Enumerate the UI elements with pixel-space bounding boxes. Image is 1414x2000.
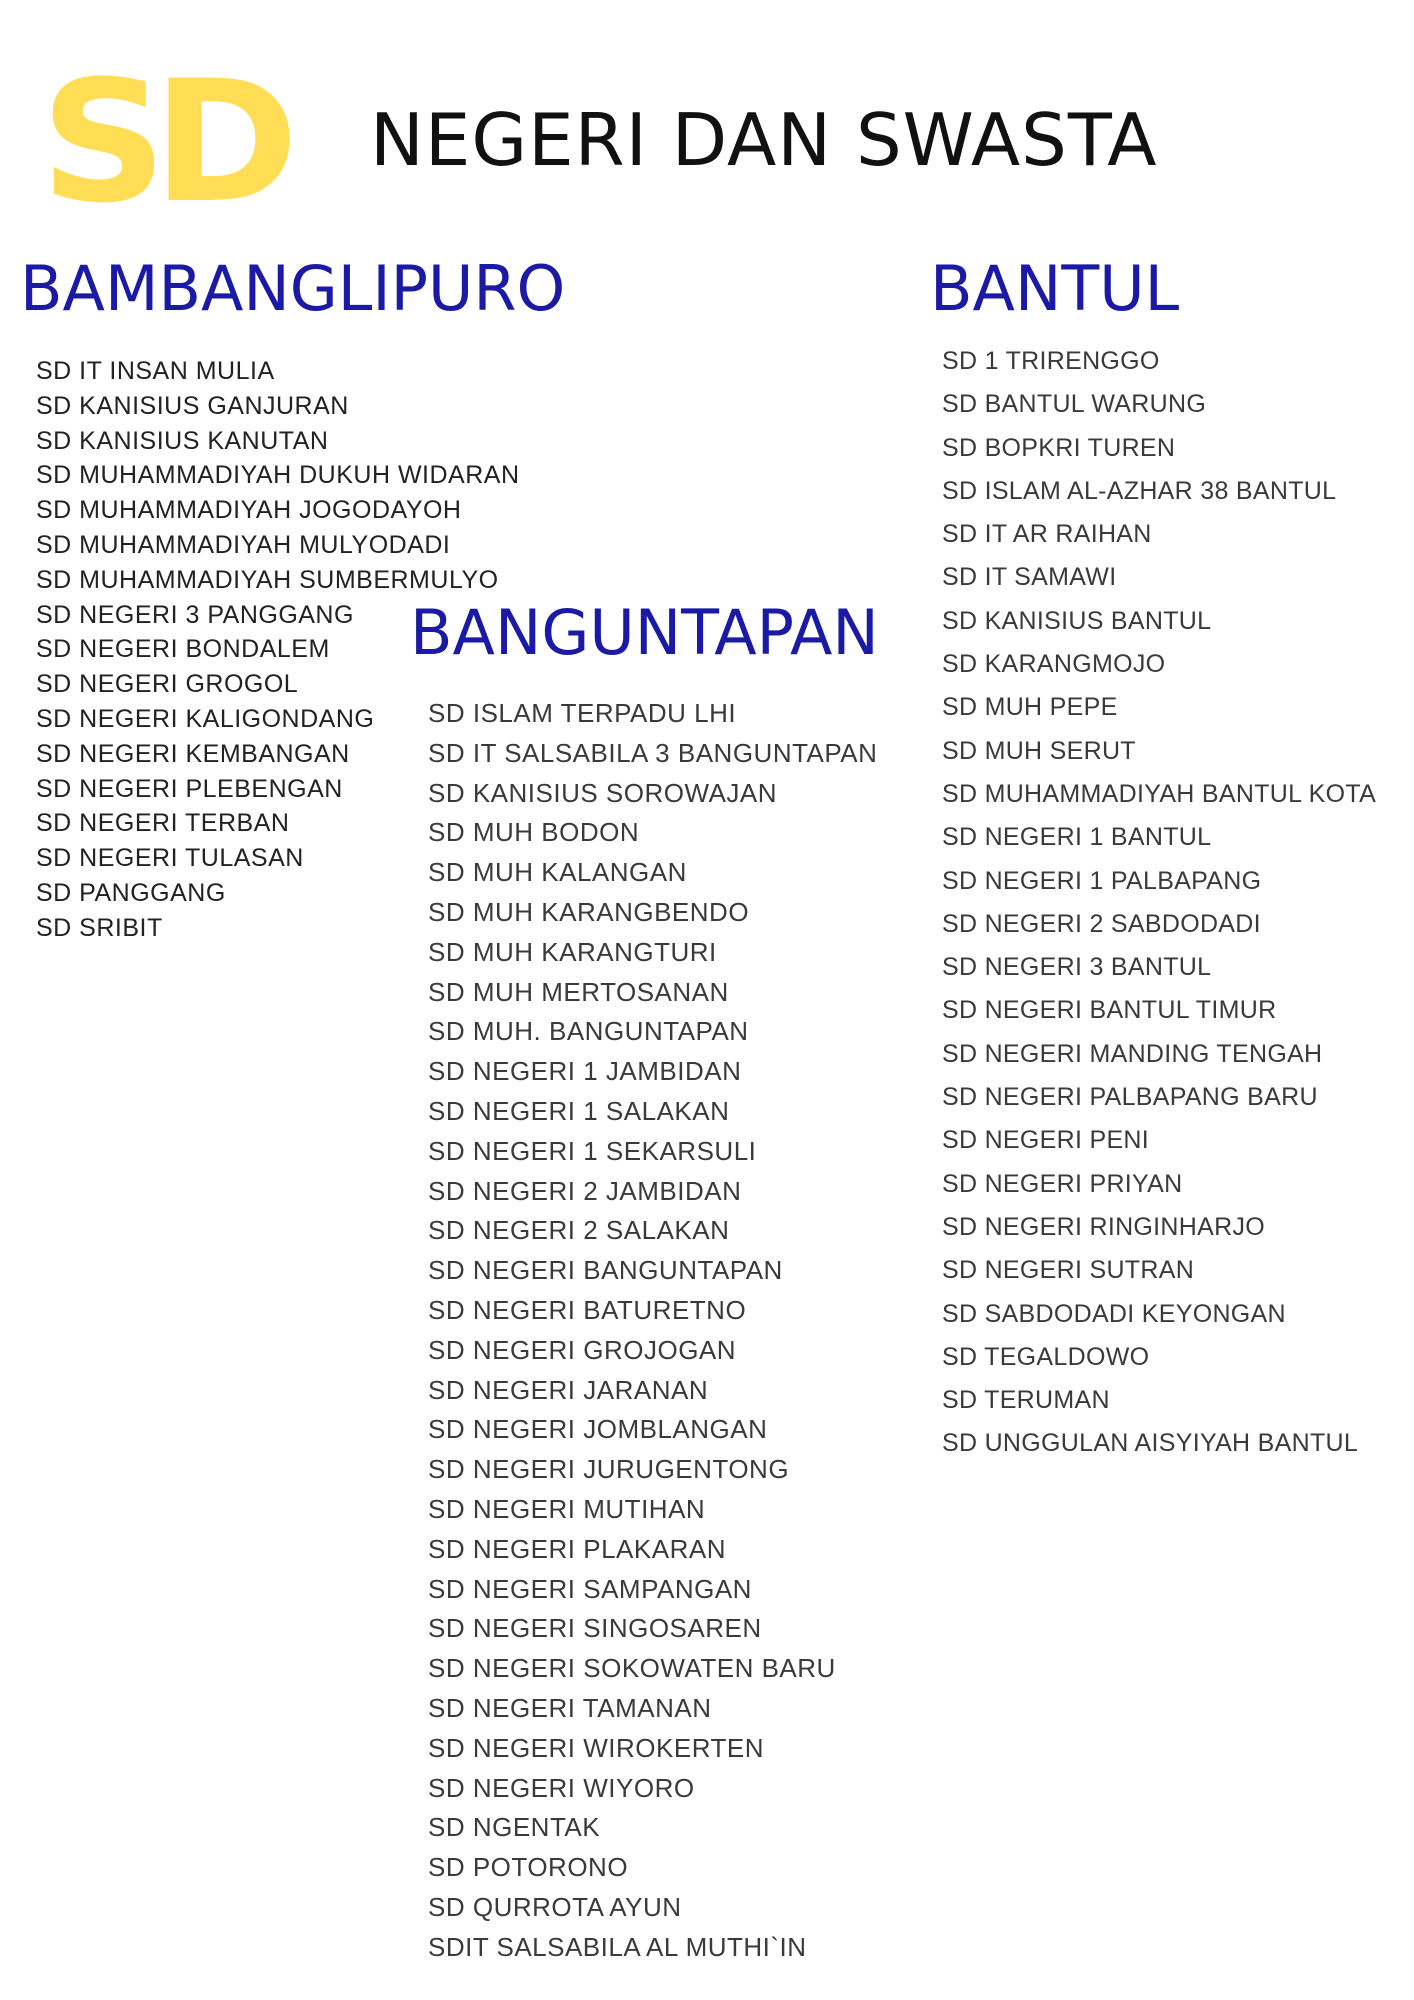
school-list-item: SD NEGERI 2 SABDODADI (942, 909, 1261, 938)
school-list-item: SD SRIBIT (36, 913, 163, 942)
school-list-item: SD 1 TRIRENGGO (942, 347, 1160, 375)
school-list-item: SD NEGERI GROJOGAN (428, 1334, 737, 1365)
school-list-item: SD NEGERI TULASAN (36, 844, 304, 873)
school-list-item: SD TEGALDOWO (942, 1342, 1150, 1371)
school-list-item: SD MUH SERUT (942, 736, 1136, 765)
school-list-item: SD NEGERI WIYORO (428, 1772, 695, 1803)
school-list-bantul (942, 340, 1376, 1466)
school-list-item: SD IT SAMAWI (942, 563, 1117, 592)
school-list-item: SD ISLAM AL-AZHAR 38 BANTUL (942, 476, 1337, 505)
school-list-item: SD MUH BODON (428, 817, 640, 848)
school-list-item: SD NEGERI SAMPANGAN (428, 1573, 752, 1604)
school-list-item: SD NEGERI SOKOWATEN BARU (428, 1653, 836, 1684)
school-list-item: SD PANGGANG (36, 878, 226, 907)
region-title-banguntapan: BANGUNTAPAN (410, 596, 879, 669)
school-list-item: SD KANISIUS BANTUL (942, 606, 1212, 635)
region-title-bambanglipuro: BAMBANGLIPURO (20, 252, 566, 325)
school-list-item: SD BOPKRI TUREN (942, 433, 1176, 462)
school-list-item: SD NEGERI 2 SALAKAN (428, 1215, 730, 1246)
school-list-item: SD NEGERI RINGINHARJO (942, 1212, 1265, 1241)
school-list-item: SD NEGERI 1 JAMBIDAN (428, 1056, 742, 1087)
school-list-item: SD TERUMAN (942, 1386, 1110, 1415)
school-list-item: SD NEGERI PRIYAN (942, 1169, 1183, 1198)
school-list-item: SD MUHAMMADIYAH BANTUL KOTA (942, 779, 1377, 808)
school-list-item: SD IT SALSABILA 3 BANGUNTAPAN (428, 737, 878, 768)
school-list-item: SD KANISIUS GANJURAN (36, 391, 349, 420)
school-list-item: SD SABDODADI KEYONGAN (942, 1299, 1286, 1328)
school-list-item: SD KANISIUS SOROWAJAN (428, 777, 778, 808)
school-list-item: SD BANTUL WARUNG (942, 390, 1207, 419)
school-list-item: SD MUH KARANGTURI (428, 936, 717, 967)
school-list-item: SD ISLAM TERPADU LHI (428, 698, 737, 728)
school-list-item: SD NEGERI KEMBANGAN (36, 739, 350, 768)
school-list-item: SD NEGERI KALIGONDANG (36, 704, 375, 733)
school-list-item: SD NEGERI WIROKERTEN (428, 1732, 765, 1763)
school-list-item: SD NEGERI BATURETNO (428, 1294, 747, 1325)
school-list-item: SD POTORONO (428, 1852, 629, 1883)
school-list-item: SD NEGERI JOMBLANGAN (428, 1414, 768, 1445)
school-list-item: SD NEGERI SUTRAN (942, 1256, 1195, 1285)
school-list-item: SD NEGERI 1 SEKARSULI (428, 1135, 757, 1166)
school-list-item: SD NEGERI 2 JAMBIDAN (428, 1175, 742, 1206)
school-list-item: SD NEGERI PALBAPANG BARU (942, 1083, 1318, 1112)
school-list-item: SD NEGERI 3 BANTUL (942, 953, 1212, 982)
school-list-item: SD KARANGMOJO (942, 650, 1166, 679)
school-list-item: SD IT INSAN MULIA (36, 357, 275, 385)
school-list-item: SD QURROTA AYUN (428, 1891, 682, 1922)
school-list-item: SD MUHAMMADIYAH DUKUH WIDARAN (36, 461, 520, 490)
school-list-item: SD NEGERI SINGOSAREN (428, 1613, 762, 1644)
school-list-item: SD NEGERI BANTUL TIMUR (942, 996, 1277, 1025)
page-title: NEGERI DAN SWASTA (370, 98, 1158, 182)
school-list-item: SD NEGERI PENI (942, 1126, 1150, 1155)
school-list-item: SD NEGERI 1 SALAKAN (428, 1095, 730, 1126)
school-list-item: SD NEGERI MUTIHAN (428, 1493, 706, 1524)
school-list-item: SD MUH. BANGUNTAPAN (428, 1016, 749, 1047)
school-list-item: SD NEGERI 1 BANTUL (942, 823, 1212, 852)
school-list-item: SD IT AR RAIHAN (942, 520, 1152, 549)
school-list-item: SD MUHAMMADIYAH JOGODAYOH (36, 496, 462, 525)
school-list-banguntapan (428, 694, 877, 1968)
school-list-item: SD NEGERI PLAKARAN (428, 1533, 726, 1564)
school-list-item: SD NEGERI PLEBENGAN (36, 774, 343, 803)
school-list-item: SD NEGERI TERBAN (36, 809, 290, 838)
school-list-item: SD MUH MERTOSANAN (428, 976, 729, 1007)
school-list-item: SD NEGERI BANGUNTAPAN (428, 1255, 783, 1286)
school-list-item: SD MUHAMMADIYAH MULYODADI (36, 530, 451, 559)
school-list-item: SD NEGERI GROGOL (36, 670, 299, 699)
school-list-item: SD MUH KARANGBENDO (428, 896, 750, 927)
region-title-bantul: BANTUL (930, 252, 1180, 325)
school-list-item: SD NEGERI TAMANAN (428, 1692, 712, 1723)
school-list-item: SD UNGGULAN AISYIYAH BANTUL (942, 1429, 1359, 1458)
school-list-item: SD NGENTAK (428, 1812, 601, 1843)
sd-logo: SD (40, 44, 285, 240)
school-list-item: SD MUH KALANGAN (428, 857, 687, 888)
school-list-item: SD KANISIUS KANUTAN (36, 426, 329, 455)
school-list-item: SDIT SALSABILA AL MUTHI`IN (428, 1931, 807, 1962)
school-list-item: SD NEGERI BONDALEM (36, 635, 330, 664)
school-list-item: SD NEGERI 1 PALBAPANG (942, 866, 1262, 895)
school-list-item: SD NEGERI MANDING TENGAH (942, 1039, 1323, 1068)
school-list-item: SD MUHAMMADIYAH SUMBERMULYO (36, 565, 499, 594)
school-list-item: SD NEGERI JURUGENTONG (428, 1454, 790, 1485)
school-list-item: SD NEGERI JARANAN (428, 1374, 709, 1405)
school-list-item: SD MUH PEPE (942, 693, 1118, 722)
school-list-item: SD NEGERI 3 PANGGANG (36, 600, 354, 629)
